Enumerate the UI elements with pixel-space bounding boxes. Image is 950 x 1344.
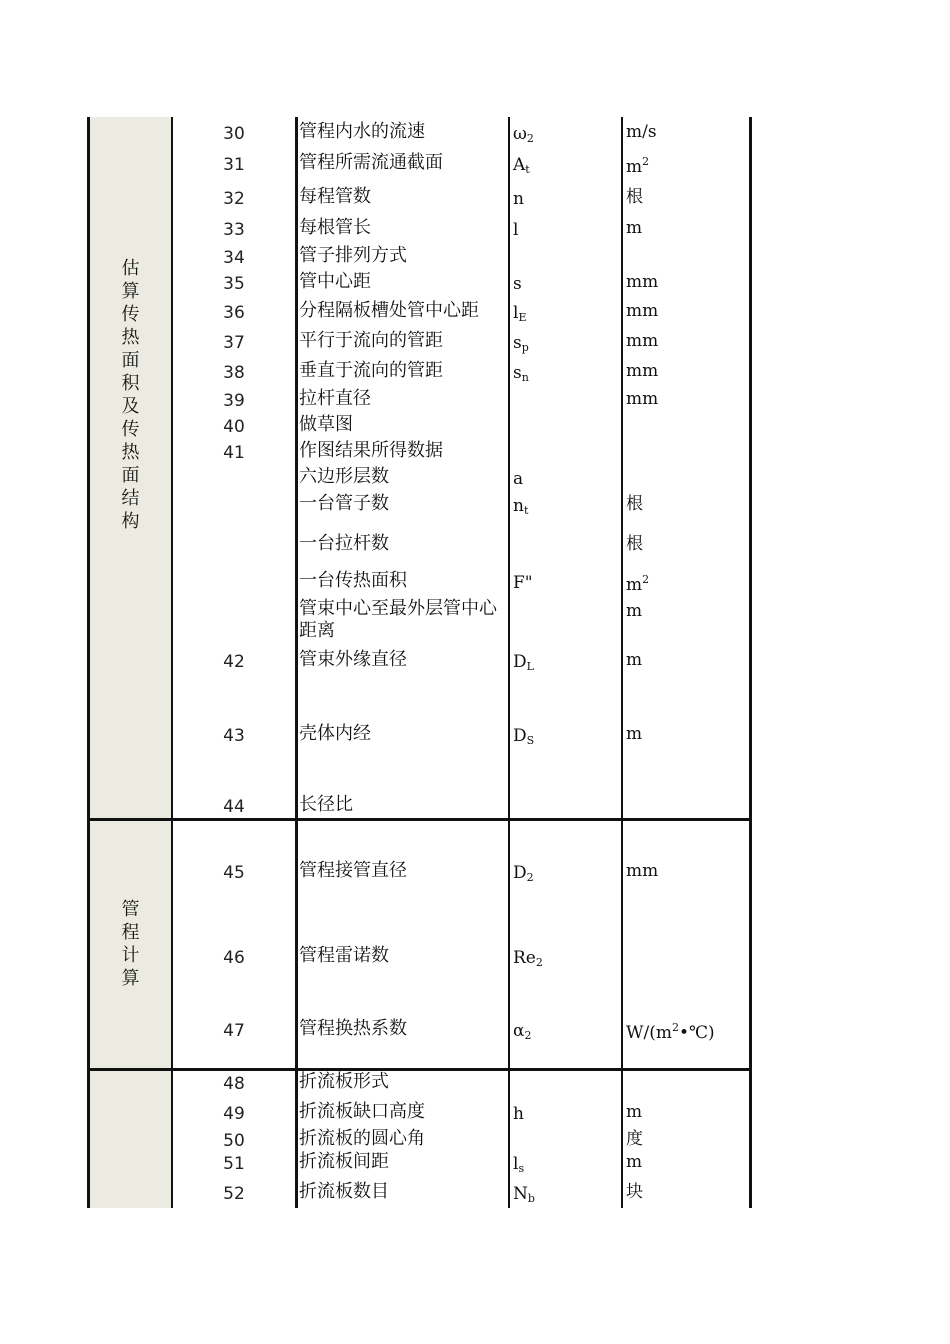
unit-text: m [626, 724, 643, 744]
symbol-text: s [513, 274, 522, 294]
unit-text: 根 [626, 494, 643, 514]
item-name: 作图结果所得数据 [299, 440, 443, 461]
symbol-text: α [513, 1021, 525, 1041]
item-unit [626, 156, 750, 178]
item-unit [626, 1181, 750, 1203]
item-name: 做草图 [299, 414, 353, 435]
symbol-text: ω [513, 124, 527, 144]
item-unit [626, 1128, 750, 1150]
item-name: 折流板数目 [299, 1181, 389, 1202]
item-name: 拉杆直径 [299, 388, 371, 409]
row-number: 52 [223, 1184, 245, 1204]
item-symbol [513, 572, 618, 594]
symbol-text: s [513, 363, 522, 383]
item-name: 折流板形式 [299, 1071, 389, 1092]
item-symbol [513, 725, 618, 747]
unit-text: m/s [626, 122, 657, 142]
item-name: 管程雷诺数 [299, 945, 389, 966]
section-block [87, 820, 173, 1070]
item-unit [626, 649, 750, 671]
row-number: 36 [223, 303, 245, 323]
item-symbol [513, 1153, 618, 1175]
row-number: 41 [223, 443, 245, 463]
symbol-text: h [513, 1104, 524, 1124]
unit-superscript: 2 [671, 1021, 679, 1034]
item-name: 管中心距 [299, 271, 371, 292]
item-unit [626, 860, 750, 882]
row-number: 40 [223, 417, 245, 437]
symbol-subscript: L [526, 660, 534, 673]
item-symbol [513, 362, 618, 384]
item-name: 平行于流向的管距 [299, 330, 443, 351]
row-number: 32 [223, 189, 245, 209]
row-number: 31 [223, 155, 245, 175]
item-name: 一台管子数 [299, 493, 389, 514]
item-unit [626, 493, 750, 515]
item-unit [626, 388, 750, 410]
symbol-text: D [513, 652, 527, 672]
item-name: 长径比 [299, 794, 353, 815]
symbol-text: D [513, 726, 527, 746]
section-block [87, 1070, 173, 1208]
unit-text: mm [626, 361, 659, 381]
unit-text: m [626, 218, 643, 238]
item-name: 管子排列方式 [299, 245, 407, 266]
row-number: 45 [223, 863, 245, 883]
item-name: 管程内水的流速 [299, 121, 425, 142]
section-block [87, 117, 173, 820]
item-unit [626, 360, 750, 382]
unit-text: m [626, 1152, 643, 1172]
symbol-text: n [513, 189, 524, 209]
row-number: 44 [223, 797, 245, 817]
row-number: 39 [223, 391, 245, 411]
item-name: 管程所需流通截面 [299, 152, 443, 173]
unit-text: 根 [626, 534, 643, 554]
unit-text: mm [626, 331, 659, 351]
item-unit [626, 1022, 750, 1044]
item-symbol [513, 154, 618, 176]
item-unit [626, 1151, 750, 1173]
symbol-subscript: E [518, 311, 527, 324]
item-symbol [513, 651, 618, 673]
symbol-text: F" [513, 573, 533, 593]
item-symbol [513, 273, 618, 295]
row-number: 51 [223, 1154, 245, 1174]
section-label: 估算传热面积及传热面结构 [121, 258, 140, 532]
item-unit [626, 186, 750, 208]
item-name: 管束中心至最外层管中心距离 [299, 598, 497, 641]
row-number: 50 [223, 1131, 245, 1151]
row-number: 43 [223, 726, 245, 746]
symbol-subscript: 2 [524, 1029, 532, 1042]
unit-text: W/(m [626, 1023, 672, 1043]
item-name: 垂直于流向的管距 [299, 360, 443, 381]
item-unit [626, 533, 750, 555]
unit-text: m [626, 575, 643, 595]
item-symbol [513, 1103, 618, 1125]
unit-superscript: 2 [642, 573, 650, 586]
unit-text: mm [626, 389, 659, 409]
item-unit [626, 723, 750, 745]
symbol-subscript: n [521, 371, 529, 384]
item-symbol [513, 1183, 618, 1205]
item-symbol [513, 495, 618, 517]
symbol-subscript: t [525, 163, 530, 176]
item-unit [626, 600, 750, 622]
item-symbol [513, 468, 618, 490]
item-name: 分程隔板槽处管中心距 [299, 300, 479, 321]
item-name: 管程接管直径 [299, 860, 407, 881]
item-symbol [513, 947, 618, 969]
unit-text: 度 [626, 1129, 643, 1149]
symbol-subscript: p [521, 341, 529, 354]
symbol-text: N [513, 1184, 528, 1204]
item-name: 一台拉杆数 [299, 533, 389, 554]
symbol-subscript: b [527, 1192, 535, 1205]
item-unit [626, 300, 750, 322]
unit-text: m [626, 650, 643, 670]
unit-text: mm [626, 861, 659, 881]
symbol-subscript: 2 [526, 132, 534, 145]
unit-text: m [626, 601, 643, 621]
item-name: 管程换热系数 [299, 1018, 407, 1039]
item-name: 六边形层数 [299, 466, 389, 487]
section-label: 管程计算 [121, 899, 140, 989]
item-name: 每根管长 [299, 217, 371, 238]
row-number: 48 [223, 1074, 245, 1094]
column-divider [508, 117, 510, 1208]
unit-text: 根 [626, 187, 643, 207]
item-name: 每程管数 [299, 186, 371, 207]
symbol-subscript: 2 [526, 871, 534, 884]
symbol-text: l [513, 303, 519, 323]
symbol-text: A [513, 155, 526, 175]
unit-text: 块 [626, 1182, 643, 1202]
row-number: 49 [223, 1104, 245, 1124]
item-name: 壳体内经 [299, 723, 371, 744]
item-symbol [513, 188, 618, 210]
symbol-text: Re [513, 948, 536, 968]
item-symbol [513, 1020, 618, 1042]
item-name: 一台传热面积 [299, 570, 407, 591]
item-name: 折流板的圆心角 [299, 1128, 425, 1149]
row-number: 34 [223, 248, 245, 268]
symbol-text: l [513, 1154, 519, 1174]
symbol-subscript: S [526, 734, 535, 747]
item-unit [626, 574, 750, 596]
symbol-text: n [513, 496, 524, 516]
unit-text: m [626, 157, 643, 177]
item-symbol [513, 302, 618, 324]
symbol-text: s [513, 333, 522, 353]
unit-superscript: 2 [642, 155, 650, 168]
row-number: 46 [223, 948, 245, 968]
item-unit [626, 217, 750, 239]
column-divider [621, 117, 623, 1208]
row-number: 47 [223, 1021, 245, 1041]
unit-text: mm [626, 301, 659, 321]
symbol-text: D [513, 863, 527, 883]
row-number: 42 [223, 652, 245, 672]
item-unit [626, 330, 750, 352]
symbol-text: l [513, 220, 519, 240]
row-number: 30 [223, 124, 245, 144]
item-name: 折流板间距 [299, 1151, 389, 1172]
symbol-subscript: t [523, 504, 529, 517]
row-number: 37 [223, 333, 245, 353]
unit-tail: •℃) [678, 1023, 715, 1043]
symbol-subscript: s [518, 1162, 525, 1175]
item-unit [626, 1101, 750, 1123]
row-number: 33 [223, 220, 245, 240]
item-symbol [513, 219, 618, 241]
row-number: 38 [223, 363, 245, 383]
item-symbol [513, 332, 618, 354]
section-divider [87, 818, 752, 821]
item-unit [626, 121, 750, 143]
item-symbol [513, 862, 618, 884]
unit-text: mm [626, 272, 659, 292]
row-number: 35 [223, 274, 245, 294]
symbol-text: a [513, 469, 524, 489]
item-symbol [513, 123, 618, 145]
item-name: 折流板缺口高度 [299, 1101, 425, 1122]
unit-text: m [626, 1102, 643, 1122]
item-unit [626, 271, 750, 293]
symbol-subscript: 2 [535, 956, 543, 969]
item-name: 管束外缘直径 [299, 649, 407, 670]
